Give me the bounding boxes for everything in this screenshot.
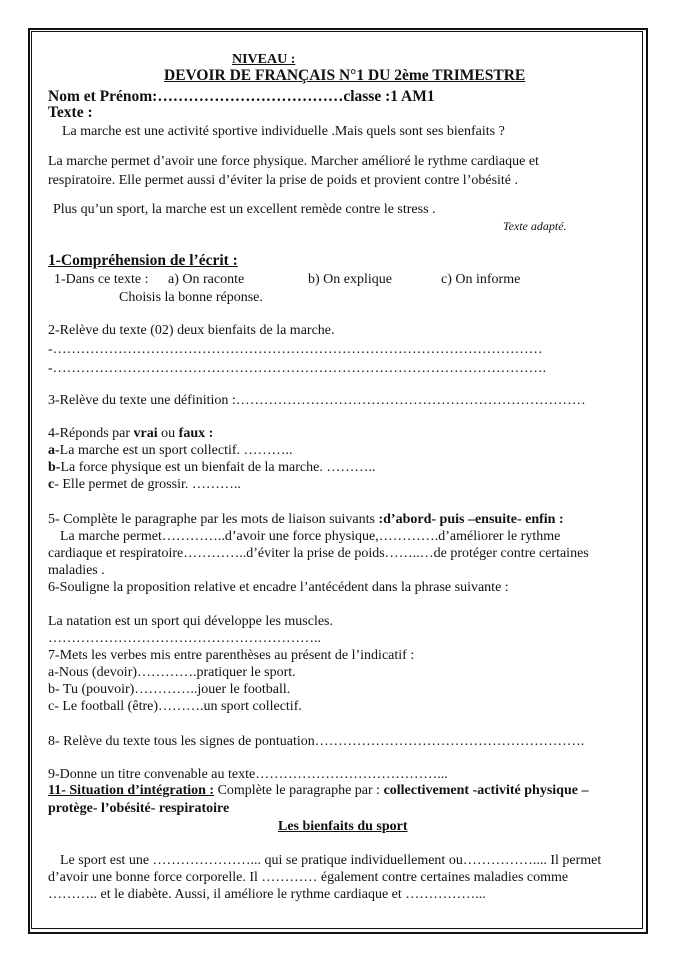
q2-answer-line-1: -…………………………………………………………………………………………… <box>48 342 543 357</box>
section-1-title: 1-Compréhension de l’écrit : <box>48 252 238 269</box>
section-11-subtitle: Les bienfaits du sport <box>278 819 408 834</box>
q5-question <box>48 511 564 528</box>
q6-answer-line: ………………………………………………….. <box>48 631 321 646</box>
q8-question: 8- Relève du texte tous les signes de pontuation…………………………………………………. <box>48 734 585 749</box>
q2-question: 2-Relève du texte (02) deux bienfaits de la marche. <box>48 323 335 338</box>
q4-faux: faux : <box>178 426 214 441</box>
q4-item-b <box>48 459 375 476</box>
section-11-paragraph-line-3: ……….. et le diabète. Aussi, il améliore le rythme cardiaque et ……………... <box>48 887 486 902</box>
q1-instruction: Choisis la bonne réponse. <box>119 290 263 305</box>
q4-vrai: vrai <box>133 426 158 441</box>
q4-item-a <box>48 442 293 459</box>
q1-option-c: c) On informe <box>441 272 521 287</box>
section-11-header <box>48 782 588 799</box>
text-paragraph-2-line-2: respiratoire. Elle permet aussi d’éviter la prise de poids et provient contre l’obésité . <box>48 173 519 188</box>
q4-prefix: 4-Réponds par <box>48 426 134 441</box>
text-paragraph-3: Plus qu’un sport, la marche est un excellent remède contre le stress . <box>53 202 436 217</box>
niveau-label: NIVEAU : <box>232 52 296 67</box>
name-class-line: Nom et Prénom:………………………………classe :1 AM1 <box>48 88 435 105</box>
section-11-paragraph-line-2: d’avoir une bonne force corporelle. Il ………… également contre certaines maladies comme <box>48 870 569 885</box>
q4-item-b-letter: b- <box>48 460 61 475</box>
q5-paragraph-line-3: maladies . <box>48 563 105 578</box>
q4-ou: ou <box>157 426 179 441</box>
q7-item-c: c- Le football (être)……….un sport collectif. <box>48 699 302 714</box>
q3-question: 3-Relève du texte une définition :………………………………………………………………… <box>48 393 586 408</box>
q7-item-a: a-Nous (devoir)………….pratiquer le sport. <box>48 665 296 680</box>
q9-question: 9-Donne un titre convenable au texte…………………………………... <box>48 767 448 782</box>
q5-words: :d’abord- puis –ensuite- enfin : <box>378 512 564 527</box>
q5-prefix: 5- Complète le paragraphe par les mots de liaison suivants <box>48 512 379 527</box>
q1-option-b: b) On explique <box>308 272 392 287</box>
q7-question: 7-Mets les verbes mis entre parenthèses au présent de l’indicatif : <box>48 648 415 663</box>
q4-item-a-letter: a- <box>48 443 60 458</box>
devoir-title: DEVOIR DE FRANÇAIS N°1 DU 2ème TRIMESTRE <box>164 67 526 84</box>
q1-stem: 1-Dans ce texte : <box>54 272 149 287</box>
texte-label: Texte : <box>48 104 93 121</box>
q1-option-a: a) On raconte <box>168 272 245 287</box>
q4-item-c <box>48 476 241 493</box>
q4-item-a-text: La marche est un sport collectif. ……….. <box>59 443 293 458</box>
q6-question: 6-Souligne la proposition relative et encadre l’antécédent dans la phrase suivante : <box>48 580 509 595</box>
q4-question <box>48 425 213 442</box>
q5-paragraph-line-1: La marche permet…………..d’avoir une force physique,………….d’améliorer le rythme <box>60 529 561 544</box>
text-source: Texte adapté. <box>503 219 567 233</box>
q4-item-c-letter: c <box>48 477 55 492</box>
q4-item-c-text: - Elle permet de grossir. ……….. <box>54 477 241 492</box>
q6-sentence: La natation est un sport qui développe les muscles. <box>48 614 333 629</box>
q5-paragraph-line-2: cardiaque et respiratoire…………..d’éviter la prise de poids……..…de protéger contre certaines <box>48 546 589 561</box>
q4-item-b-text: La force physique est un bienfait de la marche. ……….. <box>60 460 376 475</box>
section-11-words-line-2: protège- l’obésité- respiratoire <box>48 801 230 816</box>
section-11-paragraph-line-1: Le sport est une …………………... qui se pratique individuellement ou…………….... Il permet <box>60 853 602 868</box>
q2-answer-line-2: -……………………………………………………………………………………………. <box>48 361 547 376</box>
section-11-words-line-1: collectivement -activité physique – <box>383 783 589 798</box>
text-paragraph-1: La marche est une activité sportive individuelle .Mais quels sont ses bienfaits ? <box>62 124 505 139</box>
q7-item-b: b- Tu (pouvoir)…………..jouer le football. <box>48 682 291 697</box>
section-11-title: 11- Situation d’intégration : <box>48 783 215 798</box>
section-11-instruction: Complète le paragraphe par : <box>214 783 384 798</box>
text-paragraph-2-line-1: La marche permet d’avoir une force physique. Marcher amélioré le rythme cardiaque et <box>48 154 539 169</box>
